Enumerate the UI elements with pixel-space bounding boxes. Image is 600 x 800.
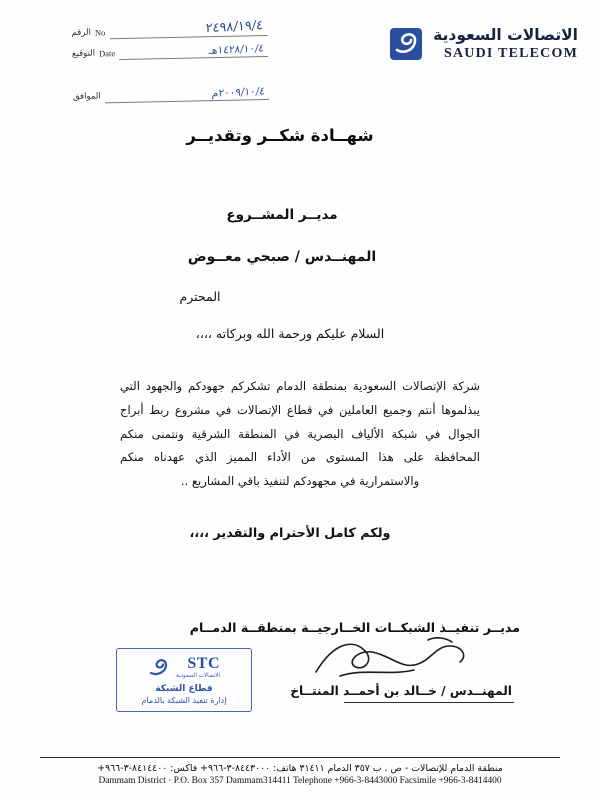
company-name-arabic: الاتصالات السعودية [433, 26, 578, 44]
date-label-en: Date [98, 47, 116, 58]
stc-logo [389, 26, 578, 62]
document-footer [0, 757, 600, 786]
addressee-name: المهنــدس / صبحي معــوض [187, 249, 377, 265]
stamp-brand: STC [187, 654, 220, 672]
reference-date-row [72, 39, 268, 64]
stamp-line-1: قطاع الشبكة [155, 683, 213, 694]
greeting-line: السلام عليكم ورحمة الله وبركاته ،،،، [195, 326, 385, 341]
handwritten-number: ٢٤٩٨/١٩/٤ [205, 17, 264, 37]
handwritten-gregorian-date: ٢٠٠٩/١٠/٤م [211, 85, 266, 100]
reference-date-line [119, 42, 268, 60]
reference-gregorian-row [73, 82, 269, 107]
stamp-swoosh-icon [148, 656, 170, 678]
signature-block [0, 620, 600, 740]
handwritten-signature-icon [310, 632, 480, 688]
footer-divider [40, 757, 560, 758]
number-label-ar: الرقم [71, 27, 92, 38]
company-name-english: SAUDI TELECOM [444, 45, 578, 61]
body-paragraph: شركة الإتصالات السعودية بمنطقة الدمام تشكركم جهودكم والجهود التي يبذلموها أنتم وجميع العاملين في قطاع الإتصالات في مشروع ربط أبراج الجوال في شبكة الألياف البصرية في المنطقة الشرقية ونتمنى منكم المحافظة على هذا المستوى من الأداء المميز الذي عهدناه منكم والاستمرارية في مجهودكم لتنفيذ باقي المشاريع .. [120, 379, 480, 489]
page-title: شهــادة شكــر وتقديــر [186, 126, 374, 145]
stamp-line-2: إدارة تنفيذ الشبكة بالدمام [141, 695, 227, 705]
footer-address-arabic: منطقة الدمام للإتصالات - ص . ب ٣٥٧ الدمام ٣١٤١١ هاتف: ٨٤٤٣٠٠٠-٣-٩٦٦+ فاكس: ٨٤١٤٤٠٠-٣-٩٦٦+ [97, 763, 503, 774]
signature-underline [344, 702, 514, 703]
logo-text [433, 26, 578, 62]
gregorian-label-ar: الموافق [72, 90, 101, 102]
reference-gregorian-line [105, 85, 269, 103]
stamp-brand-row [148, 656, 220, 679]
addressee-honorific: المحترم [179, 289, 221, 304]
handwritten-date: ١٤٢٨/١٠/٤هـ [208, 42, 265, 57]
addressee-role: مديــر المشــروع [226, 207, 338, 223]
number-label-en: No [94, 26, 106, 38]
reference-stamp-box [71, 17, 268, 102]
department-stamp [116, 648, 252, 712]
stamp-brand-sub: الاتصالات السعودية [176, 672, 220, 679]
reference-number-line [109, 17, 268, 39]
addressee-block [0, 207, 600, 265]
document-header [0, 0, 600, 110]
date-label-ar: التوقيع [71, 48, 96, 59]
stc-swoosh-icon [389, 27, 423, 61]
closing-line: ولكم كامل الأحترام والتقدير ،،،، [189, 525, 391, 541]
footer-address-english: Dammam District · P.O. Box 357 Dammam314411 Telephone +966-3-8443000 Facsimile +966-3-8414400 [98, 776, 502, 786]
signer-title: مديــر تنفيــذ الشبكــات الخــارجيــة بمنطقــة الدمــام [189, 620, 520, 635]
signer-name: المهنــدس / خــالد بن أحمــد المنتــاخ [290, 684, 512, 698]
